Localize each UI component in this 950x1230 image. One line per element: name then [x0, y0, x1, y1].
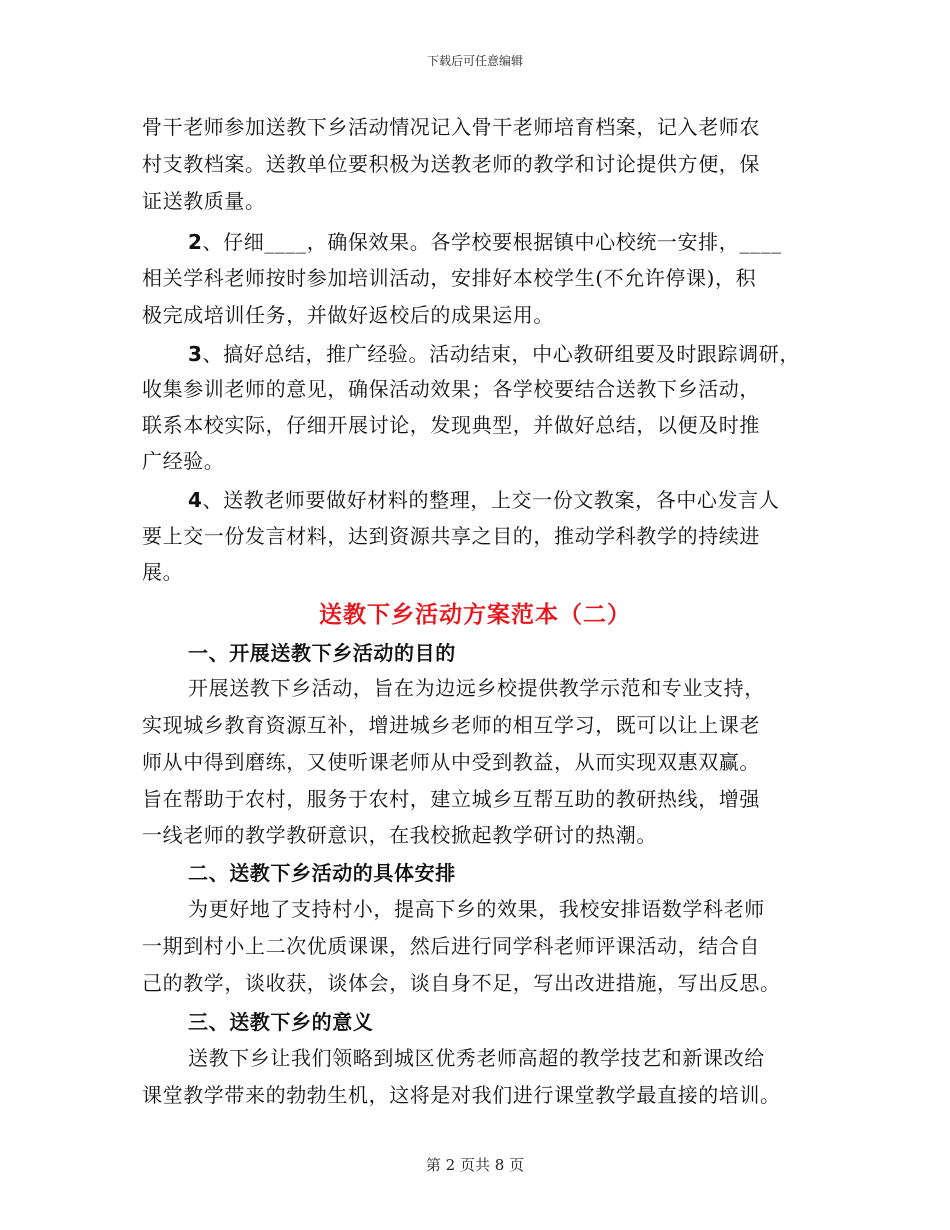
body-line: 要上交一份发言材料，达到资源共享之目的，推动学科教学的持续进 [142, 524, 760, 548]
body-line: 相关学科老师按时参加培训活动，安排好本校学生(不允许停课)，积 [142, 266, 757, 290]
body-line: 己的教学，谈收获，谈体会，谈自身不足，写出改进措施，写出反思。 [142, 971, 781, 995]
body-line: 一期到村小上二次优质课课，然后进行同学科老师评课活动，结合自 [142, 934, 760, 958]
section-heading: 二、送教下乡活动的具体安排 [188, 861, 456, 885]
body-line: 村支教档案。送教单位要积极为送教老师的教学和讨论提供方便，保 [142, 152, 760, 176]
body-line: 联系本校实际，仔细开展讨论，发现典型，并做好总结，以便及时推 [142, 413, 760, 437]
body-line: 为更好地了支持村小，提高下乡的效果，我校安排语数学科老师 [188, 897, 765, 921]
section-title: 送教下乡活动方案范本（二） [319, 602, 631, 628]
numbered-item-3 [188, 342, 800, 366]
body-line: 骨干老师参加送教下乡活动情况记入骨干老师培育档案，记入老师农 [142, 115, 760, 139]
item-text: 、仔细____，确保效果。各学校要根据镇中心校统一安排，____ [202, 230, 782, 254]
item-number: 3 [188, 342, 203, 366]
page-header: 下载后可任意编辑 [426, 54, 523, 68]
section-heading: 三、送教下乡的意义 [188, 1010, 374, 1034]
body-line: 课堂教学带来的勃勃生机，这将是对我们进行课堂教学最直接的培训。 [142, 1083, 781, 1107]
body-line: 旨在帮助于农村，服务于农村，建立城乡互帮互助的教研热线，增强 [142, 787, 760, 811]
item-number: 4 [188, 488, 203, 512]
numbered-item-2 [188, 230, 782, 254]
body-line: 实现城乡教育资源互补，增进城乡老师的相互学习，既可以让上课老 [142, 713, 760, 737]
body-line: 开展送教下乡活动，旨在为边远乡校提供教学示范和专业支持， [188, 676, 765, 700]
body-line: 展。 [142, 560, 184, 584]
body-line: 收集参训老师的意见，确保活动效果；各学校要结合送教下乡活动， [142, 377, 760, 401]
section-heading: 一、开展送教下乡活动的目的 [188, 641, 456, 665]
body-line: 极完成培训任务，并做好返校后的成果运用。 [142, 303, 554, 327]
page-footer: 第 2 页共 8 页 [425, 1156, 525, 1174]
body-line: 送教下乡让我们领略到城区优秀老师高超的教学技艺和新课改给 [188, 1046, 765, 1070]
item-text: 、送教老师要做好材料的整理，上交一份文教案，各中心发言人 [202, 488, 780, 512]
body-line: 广经验。 [142, 449, 225, 473]
body-line: 师从中得到磨练，又使听课老师从中受到教益，从而实现双惠双赢。 [142, 750, 760, 774]
item-text: 、搞好总结，推广经验。活动结束，中心教研组要及时跟踪调研， [202, 342, 800, 366]
body-line: 一线老师的教学教研意识，在我校掀起教学研讨的热潮。 [142, 823, 657, 847]
item-number: 2 [188, 230, 203, 254]
numbered-item-4 [188, 488, 779, 512]
body-line: 证送教质量。 [142, 189, 266, 213]
